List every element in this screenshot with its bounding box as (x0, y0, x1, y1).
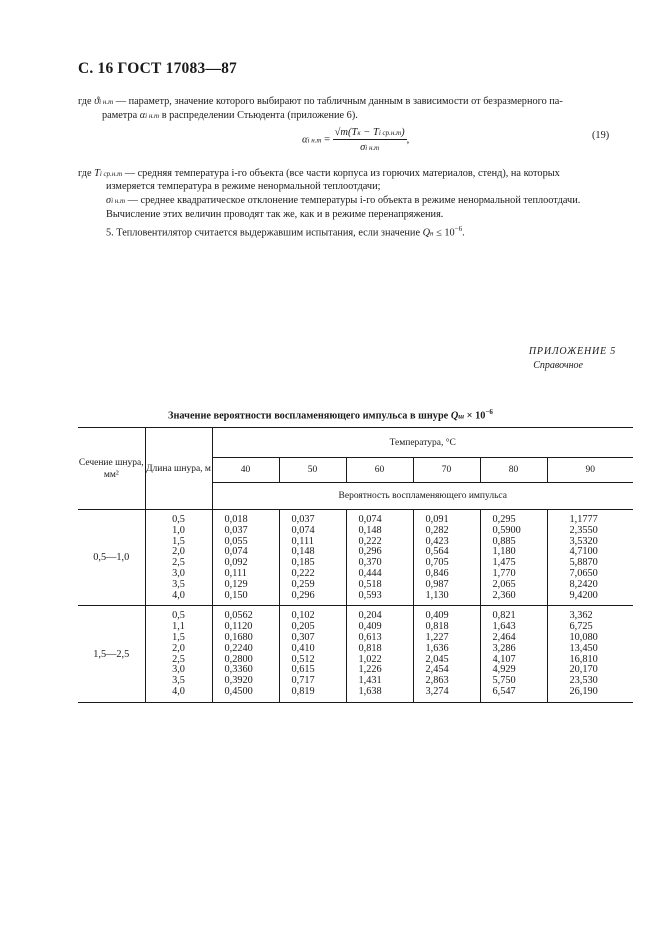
value-cell: 3,362 (569, 610, 593, 622)
value-cell: 0,074 (291, 524, 315, 536)
value-cell: 20,170 (569, 664, 598, 676)
temp-header-cell: 90 (547, 458, 633, 483)
value-cell: 0,185 (291, 557, 315, 569)
value-cell: 0,111 (291, 535, 314, 547)
value-cell: 2,454 (425, 664, 449, 676)
value-cell: 10,080 (569, 631, 598, 643)
section-cell: 1,5—2,5 (78, 606, 145, 702)
value-cell: 0,037 (291, 514, 315, 525)
length-column (145, 606, 212, 702)
value-column (480, 606, 547, 702)
formula-fraction: $\frac{\text{√m(Tк − Ti ср.н.т)}}{\text{σi н.т}}$ (334, 127, 405, 153)
value-cell: 0,717 (291, 675, 315, 687)
table-body (78, 510, 633, 703)
value-cell: 2,360 (492, 589, 516, 601)
value-cell: 0,444 (358, 567, 382, 579)
table-row (78, 606, 633, 702)
para-theta-line1: где ϑi н.т — параметр, значение которого выбирают по табличным данным в зависимости от безразмерного па- (78, 96, 563, 107)
appendix-title: ПРИЛОЖЕНИЕ 5 (528, 346, 616, 357)
value-cell: 0,370 (358, 557, 382, 569)
section-cell: 0,5—1,0 (78, 510, 145, 606)
temp-header-cell: 70 (413, 458, 480, 483)
value-cell: 0,148 (358, 524, 382, 536)
value-cell: 0,821 (492, 610, 516, 622)
value-cell: 1,227 (425, 631, 449, 643)
para-item-5: 5. Тепловентилятор считается выдержавшим испытания, если значение Qн ≤ $10^{-6}$. (106, 225, 465, 239)
value-cell: 1,022 (358, 653, 382, 665)
value-cell: 4,107 (492, 653, 516, 665)
value-cell: 1,643 (492, 621, 516, 633)
value-cell: 5,8870 (569, 557, 598, 569)
value-cell: 0,885 (492, 535, 516, 547)
value-column (346, 510, 413, 606)
value-column (413, 606, 480, 702)
value-cell: 16,810 (569, 653, 598, 665)
probability-table (78, 427, 633, 703)
value-cell: 1,636 (425, 642, 449, 654)
value-cell: 0,564 (425, 546, 449, 558)
appendix-subtitle: Справочное (533, 360, 583, 371)
value-cell: 2,045 (425, 653, 449, 665)
value-cell: 0,092 (224, 557, 248, 569)
value-cell: 0,3920 (224, 675, 253, 687)
value-cell: 1,770 (492, 567, 516, 579)
length-value: 2,5 (172, 653, 185, 665)
length-value: 2,5 (172, 557, 185, 569)
formula-19: αi н.т = $\frac{\text{√m(Tк − Ti ср.н.т)}}{\text{σi н.т}}$ , (302, 127, 410, 153)
value-cell: 0,222 (291, 567, 315, 579)
length-value: 0,5 (172, 514, 185, 525)
para-t-line2: измеряется температура в режиме ненормальной теплоотдачи; (106, 181, 381, 192)
value-cell: 0,593 (358, 589, 382, 601)
length-value: 1,1 (172, 621, 185, 633)
value-cell: 3,5320 (569, 535, 598, 547)
value-cell: 7,0650 (569, 567, 598, 579)
value-cell: 0,091 (425, 514, 449, 525)
value-cell: 2,065 (492, 578, 516, 590)
value-cell: 0,074 (224, 546, 248, 558)
value-column (413, 510, 480, 606)
table-row (78, 510, 633, 606)
value-cell: 0,1120 (224, 621, 253, 633)
value-column (279, 510, 346, 606)
length-value: 1,5 (172, 631, 185, 643)
value-cell: 0,818 (358, 642, 382, 654)
length-value: 3,0 (172, 664, 185, 676)
value-cell: 0,846 (425, 567, 449, 579)
value-cell: 0,055 (224, 535, 248, 547)
formula-number: (19) (592, 130, 610, 141)
value-cell: 0,4500 (224, 685, 253, 697)
value-cell: 1,180 (492, 546, 516, 558)
value-cell: 0,818 (425, 621, 449, 633)
value-cell: 4,7100 (569, 546, 598, 558)
value-cell: 3,286 (492, 642, 516, 654)
value-cell: 1,638 (358, 685, 382, 697)
page-header: С. 16 ГОСТ 17083—87 (78, 60, 237, 77)
value-cell: 0,296 (358, 546, 382, 558)
value-cell: 0,987 (425, 578, 449, 590)
length-value: 3,0 (172, 567, 185, 579)
header-probability: Вероятность воспламеняющего импульса (212, 483, 633, 510)
value-cell: 0,282 (425, 524, 449, 536)
header-temperature: Температура, °С (212, 428, 633, 458)
value-cell: 0,296 (291, 589, 315, 601)
para-calc-line: Вычисление этих величин проводят так же, как и в режиме перенапряжения. (106, 209, 444, 220)
value-cell: 0,5900 (492, 524, 521, 536)
value-cell: 1,475 (492, 557, 516, 569)
value-cell: 0,102 (291, 610, 315, 622)
value-cell: 0,111 (224, 567, 247, 579)
header-length: Длина шнура, м (145, 428, 212, 510)
value-cell: 5,750 (492, 675, 516, 687)
value-cell: 0,222 (358, 535, 382, 547)
value-cell: 1,431 (358, 675, 382, 687)
value-cell: 3,274 (425, 685, 449, 697)
value-cell: 0,204 (358, 610, 382, 622)
value-cell: 0,205 (291, 621, 315, 633)
value-cell: 0,074 (358, 514, 382, 525)
value-cell: 0,819 (291, 685, 315, 697)
value-cell: 0,037 (224, 524, 248, 536)
value-cell: 0,0562 (224, 610, 253, 622)
value-cell: 2,3550 (569, 524, 598, 536)
temp-header-cell: 50 (279, 458, 346, 483)
value-cell: 23,530 (569, 675, 598, 687)
temp-header-cell: 40 (212, 458, 279, 483)
length-value: 4,0 (172, 685, 185, 697)
value-column (547, 510, 633, 606)
value-cell: 0,295 (492, 514, 516, 525)
value-cell: 0,705 (425, 557, 449, 569)
value-column (212, 510, 279, 606)
temp-header-cell: 80 (480, 458, 547, 483)
value-column (547, 606, 633, 702)
value-cell: 0,018 (224, 514, 248, 525)
value-cell: 1,226 (358, 664, 382, 676)
length-value: 4,0 (172, 589, 185, 601)
value-cell: 0,615 (291, 664, 315, 676)
length-value: 0,5 (172, 610, 185, 622)
value-cell: 0,518 (358, 578, 382, 590)
value-column (279, 606, 346, 702)
value-cell: 0,409 (425, 610, 449, 622)
header-section: Сечение шнура, мм² (78, 428, 145, 510)
value-cell: 9,4200 (569, 589, 598, 601)
temp-header-cell: 60 (346, 458, 413, 483)
value-cell: 2,464 (492, 631, 516, 643)
value-cell: 0,409 (358, 621, 382, 633)
value-cell: 6,725 (569, 621, 593, 633)
value-cell: 8,2420 (569, 578, 598, 590)
value-cell: 0,259 (291, 578, 315, 590)
value-column (212, 606, 279, 702)
para-sigma-line: σi н.т — среднее квадратическое отклонение температуры i-го объекта в режиме ненормальной теплоотдачи. (106, 195, 581, 206)
value-cell: 1,130 (425, 589, 449, 601)
value-cell: 6,547 (492, 685, 516, 697)
value-cell: 2,863 (425, 675, 449, 687)
value-column (480, 510, 547, 606)
length-value: 1,5 (172, 535, 185, 547)
length-value: 2,0 (172, 546, 185, 558)
value-cell: 1,1777 (569, 514, 598, 525)
value-cell: 0,150 (224, 589, 248, 601)
value-cell: 0,512 (291, 653, 315, 665)
para-t-line1: где Ti ср.н.т — средняя температура i-го объекта (все части корпуса из горючих материалов, стенд), на которых (78, 168, 560, 179)
value-cell: 0,613 (358, 631, 382, 643)
value-cell: 0,129 (224, 578, 248, 590)
value-cell: 0,2240 (224, 642, 253, 654)
length-value: 1,0 (172, 524, 185, 536)
length-value: 3,5 (172, 675, 185, 687)
length-column (145, 510, 212, 606)
value-column (346, 606, 413, 702)
value-cell: 0,410 (291, 642, 315, 654)
value-cell: 4,929 (492, 664, 516, 676)
value-cell: 26,190 (569, 685, 598, 697)
length-value: 2,0 (172, 642, 185, 654)
value-cell: 0,3360 (224, 664, 253, 676)
table-title: Значение вероятности воспламеняющего импульса в шнуре Qш × $10^{-6}$ (168, 408, 493, 422)
value-cell: 0,2800 (224, 653, 253, 665)
value-cell: 0,307 (291, 631, 315, 643)
value-cell: 0,1680 (224, 631, 253, 643)
value-cell: 13,450 (569, 642, 598, 654)
para-theta-line2: раметра αi н.т в распределении Стьюдента (приложение 6). (102, 110, 358, 121)
length-value: 3,5 (172, 578, 185, 590)
value-cell: 0,148 (291, 546, 315, 558)
value-cell: 0,423 (425, 535, 449, 547)
